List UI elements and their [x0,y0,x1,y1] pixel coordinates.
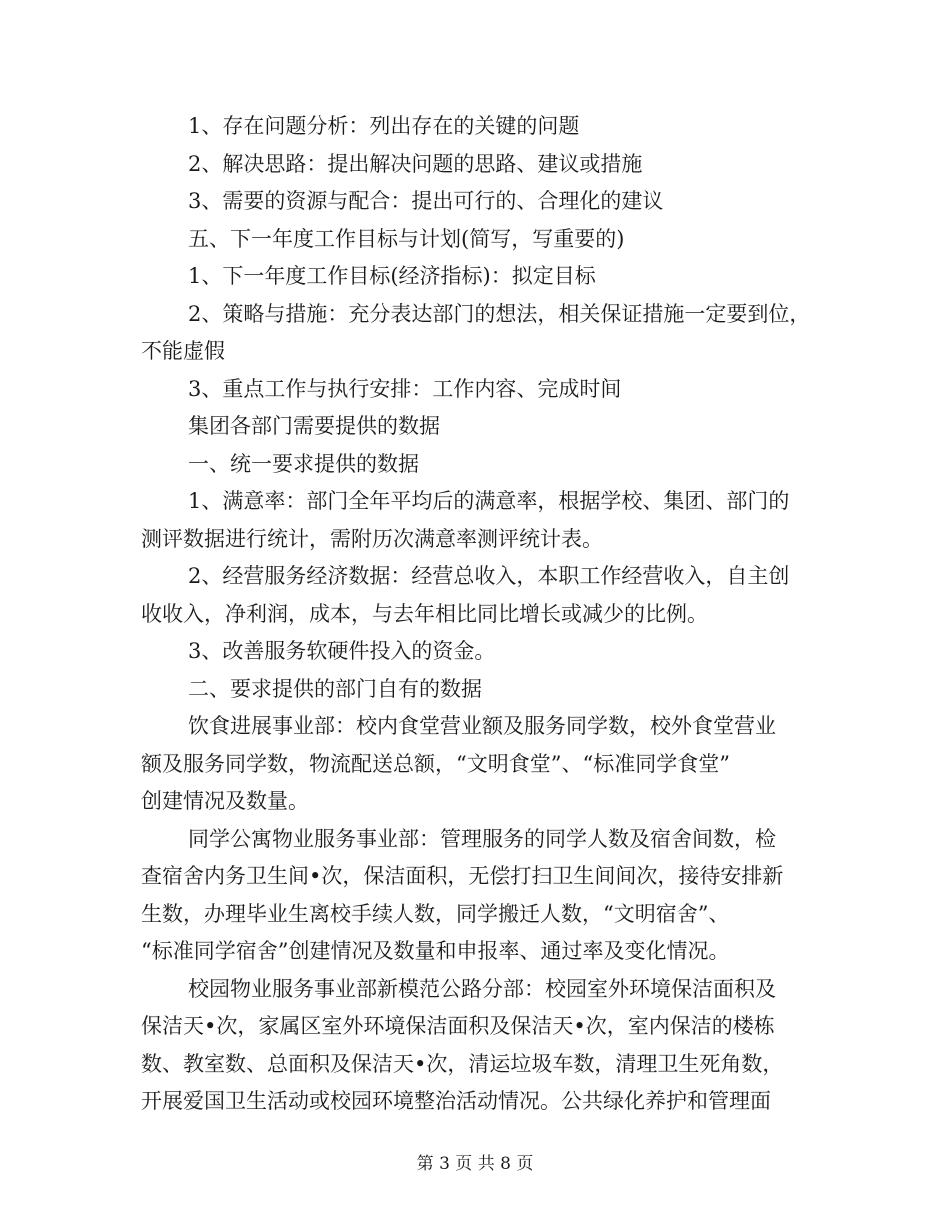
text-line: 3、改善服务软硬件投入的资金。 [188,639,496,663]
text-line: 3、需要的资源与配合：提出可行的、合理化的建议 [188,189,664,213]
section-heading: 二、要求提供的部门自有的数据 [188,676,482,701]
text-line: 开展爱国卫生活动或校园环境整治活动情况。公共绿化养护和管理面 [141,1089,771,1113]
page-number: 第 3 页 共 8 页 [416,1154,534,1174]
text-line: 同学公寓物业服务事业部：管理服务的同学人数及宿舍间数，检 [188,826,776,851]
text-line: 校园物业服务事业部新模范公路分部：校园室外环境保洁面积及 [188,976,776,1001]
text-line: 1、下一年度工作目标(经济指标)：拟定目标 [188,264,596,288]
text-line: 2、解决思路：提出解决问题的思路、建议或措施 [188,151,643,176]
text-line: “标准同学宿舍”创建情况及数量和申报率、通过率及变化情况。 [141,939,730,963]
text-line: 收收入，净利润，成本，与去年相比同比增长或减少的比例。 [141,601,708,626]
document-body [141,108,813,1121]
section-heading: 五、下一年度工作目标与计划(简写，写重要的) [188,226,625,251]
text-line: 查宿舍内务卫生间•次，保洁面积，无偿打扫卫生间间次，接待安排新 [141,864,784,888]
text-line: 1、满意率：部门全年平均后的满意率，根据学校、集团、部门的 [188,489,790,513]
text-line: 1、存在问题分析：列出存在的关键的问题 [188,114,580,138]
text-line: 不能虚假 [141,339,225,363]
text-line: 饮食进展事业部：校内食堂营业额及服务同学数，校外食堂营业 [188,714,776,738]
text-line: 2、经营服务经济数据：经营总收入，本职工作经营收入，自主创 [188,564,790,588]
text-line: 创建情况及数量。 [141,789,309,813]
text-line: 3、重点工作与执行安排：工作内容、完成时间 [188,376,622,401]
text-line: 额及服务同学数，物流配送总额，“文明食堂”、“标准同学食堂” [141,751,730,776]
text-line: 测评数据进行统计，需附历次满意率测评统计表。 [141,526,603,551]
section-heading: 一、统一要求提供的数据 [188,451,419,476]
text-line: 生数，办理毕业生离校手续人数，同学搬迁人数，“文明宿舍”、 [141,901,730,926]
section-heading: 集团各部门需要提供的数据 [188,414,440,438]
page-footer [0,1152,950,1176]
text-line: 数、教室数、总面积及保洁天•次，清运垃圾车数，清理卫生死角数， [141,1051,784,1076]
text-line: 保洁天•次，家属区室外环境保洁面积及保洁天•次，室内保洁的楼栋 [141,1014,775,1038]
text-line: 2、策略与措施：充分表达部门的想法，相关保证措施一定要到位， [188,301,811,326]
